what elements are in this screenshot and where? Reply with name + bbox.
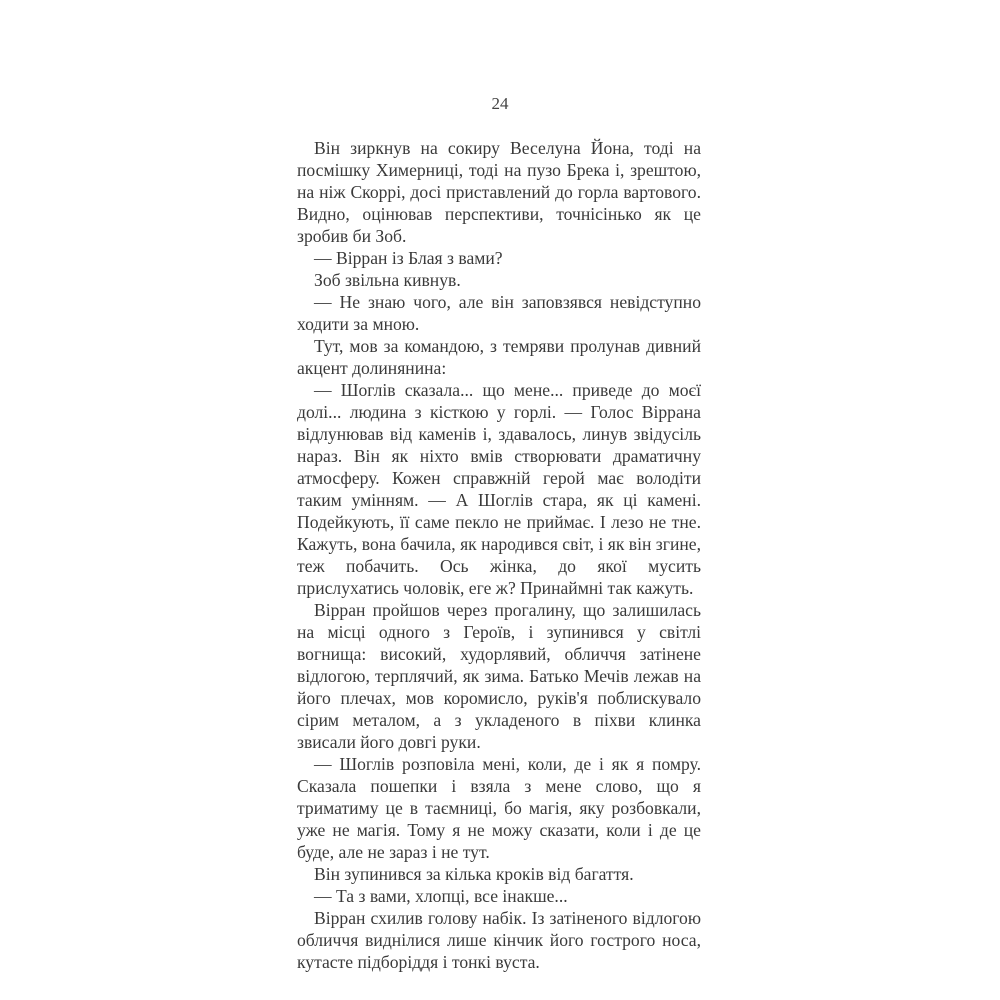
body-text: [297, 137, 701, 973]
paragraph-11: Вірран схилив голову набік. Із затіненого відлогою обличчя виднілися лише кінчик його гострого носа, кутасте підборіддя і тонкі вуста.: [297, 908, 701, 972]
paragraph-2: — Вірран із Блая з вами?: [314, 248, 503, 268]
paragraph-4: — Не знаю чого, але він заповзявся невідступно ходити за мною.: [297, 292, 701, 334]
paragraph-9: Він зупинився за кілька кроків від багаття.: [314, 864, 634, 884]
paragraph-7: Вірран пройшов через прогалину, що залишилась на місці одного з Героїв, і зупинився у світлі вогнища: високий, худорлявий, обличчя затінене відлогою, терплячий, як зима. Батько Мечів лежав на його плечах, мов коромисло, руків'я поблискувало сірим металом, а з укладеного в піхви клинка звисали його довгі руки.: [297, 600, 701, 752]
paragraph-1: Він зиркнув на сокиру Веселуна Йона, тоді на посмішку Химерниці, тоді на пузо Брека і, зрештою, на ніж Скоррі, досі приставлений до горла вартового. Видно, оцінював перспективи, точнісінько як це зробив би Зоб.: [297, 138, 701, 246]
page-number: 24: [491, 94, 509, 113]
paragraph-5: Тут, мов за командою, з темряви пролунав дивний акцент долинянина:: [297, 336, 701, 378]
paragraph-6: — Шоглів сказала... що мене... приведе до моєї долі... людина з кісткою у горлі. — Голос Віррана відлунював від каменів і, здавалось, линув звідусіль нараз. Він як ніхто вмів створювати драматичну атмосферу. Кожен справжній герой має володіти таким умінням. — А Шоглів стара, як ці камені. Подейкують, її саме пекло не приймає. І лезо не тне. Кажуть, вона бачила, як народився світ, і як він згине, теж побачить. Ось жінка, до якої мусить прислухатись чоловік, еге ж? Принаймні так кажуть.: [297, 380, 702, 598]
paragraph-10: — Та з вами, хлопці, все інакше...: [314, 886, 568, 906]
paragraph-3: Зоб звільна кивнув.: [314, 270, 461, 290]
paragraph-8: — Шоглів розповіла мені, коли, де і як я помру. Сказала пошепки і взяла з мене слово, що я триматиму це в таємниці, бо магія, яку розбовкали, уже не магія. Тому я не можу сказати, коли і де це буде, але не зараз і не тут.: [297, 754, 701, 862]
